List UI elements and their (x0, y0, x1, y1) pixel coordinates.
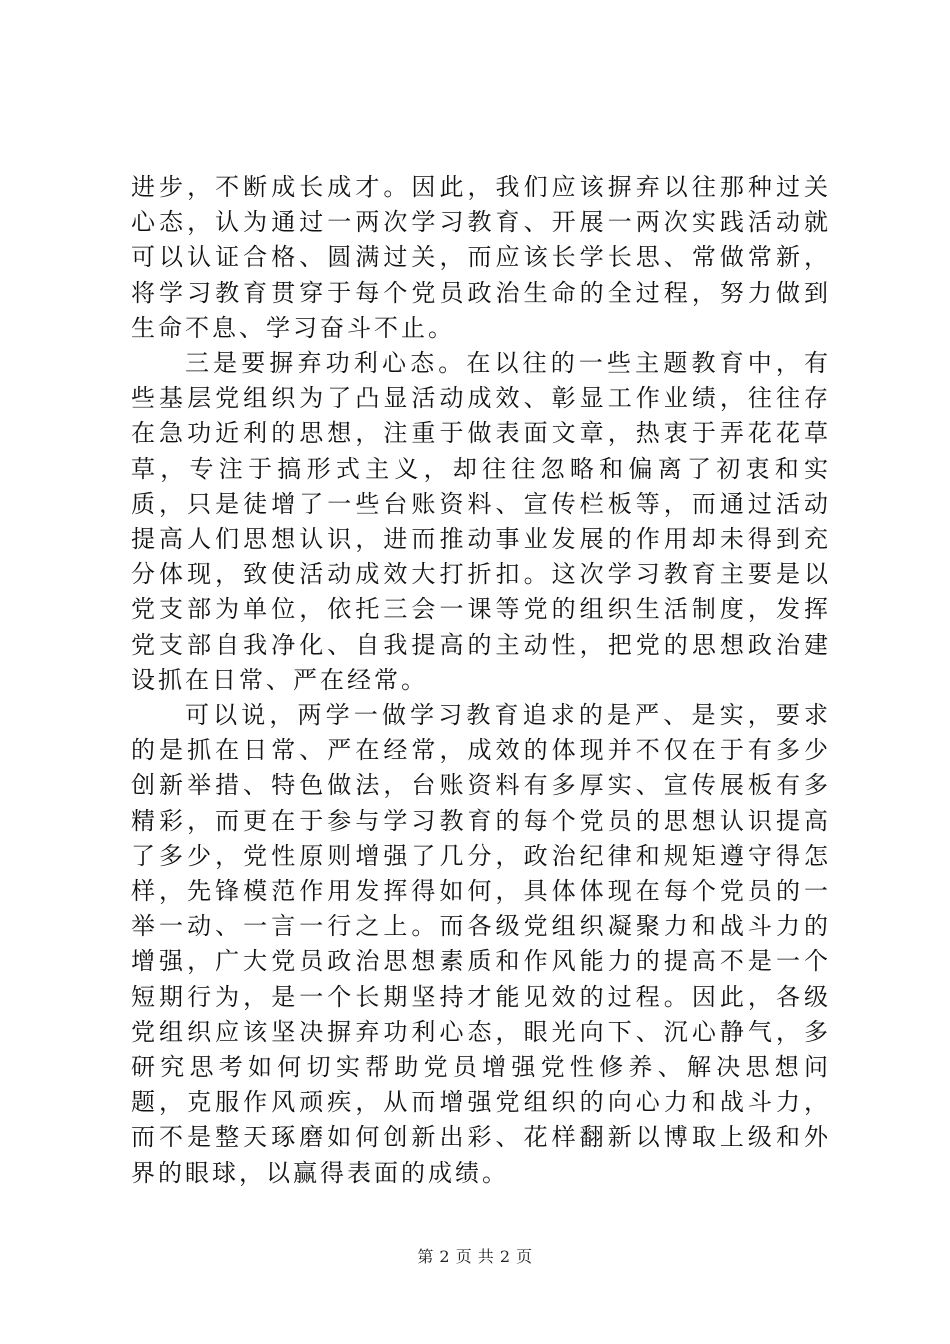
paragraph-conclusion: 可以说，两学一做学习教育追求的是严、是实，要求的是抓在日常、严在经常，成效的体现并不仅在于有多少创新举措、特色做法，台账资料有多厚实、宣传展板有多精彩，而更在于参与学习教育的每个党员的思想认识提高了多少，党性原则增强了几分，政治纪律和规矩遵守得怎样，先锋模范作用发挥得如何，具体体现在每个党员的一举一动、一言一行之上。而各级党组织凝聚力和战斗力的增强，广大党员政治思想素质和作风能力的提高不是一个短期行为，是一个长期坚持才能见效的过程。因此，各级党组织应该坚决摒弃功利心态，眼光向下、沉心静气，多研究思考如何切实帮助党员增强党性修养、解决思想问题，克服作风顽疾，从而增强党组织的向心力和战斗力，而不是整天琢磨如何创新出彩、花样翻新以博取上级和外界的眼球，以赢得表面的成绩。 (131, 701, 831, 1187)
page-number-footer: 第 2 页 共 2 页 (417, 1247, 533, 1266)
paragraph-continuation: 进步，不断成长成才。因此，我们应该摒弃以往那种过关心态，认为通过一两次学习教育、开展一两次实践活动就可以认证合格、圆满过关，而应该长学长思、常做常新，将学习教育贯穿于每个党员政治生命的全过程，努力做到生命不息、学习奋斗不止。 (131, 173, 831, 342)
paragraph-utilitarian-mindset: 三是要摒弃功利心态。在以往的一些主题教育中，有些基层党组织为了凸显活动成效、彰显工作业绩，往往存在急功近利的思想，注重于做表面文章，热衷于弄花花草草，专注于搞形式主义，却往往忽略和偏离了初衷和实质，只是徒增了一些台账资料、宣传栏板等，而通过活动提高人们思想认识，进而推动事业发展的作用却未得到充分体现，致使活动成效大打折扣。这次学习教育主要是以党支部为单位，依托三会一课等党的组织生活制度，发挥党支部自我净化、自我提高的主动性，把党的思想政治建设抓在日常、严在经常。 (131, 349, 831, 694)
document-body (131, 170, 831, 1191)
